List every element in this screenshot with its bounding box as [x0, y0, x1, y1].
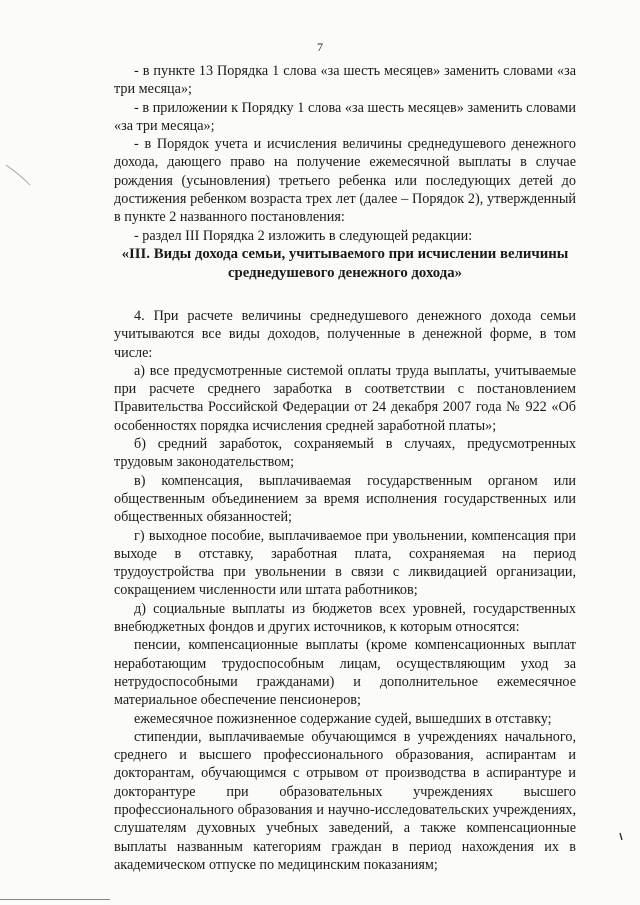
paragraph: ежемесячное пожизненное содержание судей, вышедших в отставку;: [134, 710, 552, 727]
section-heading: «III. Виды дохода семьи, учитываемого при исчислении величины среднедушевого денежного дохода»: [121, 245, 569, 281]
paragraph: д) социальные выплаты из бюджетов всех уровней, государственных внебюджетных фондов и других источников, к которым относятся:: [114, 600, 576, 636]
footer-rule: [0, 899, 110, 900]
paragraph: - в Порядок учета и исчисления величины среднедушевого денежного дохода, дающего право на получение ежемесячной выплаты в случае рождения (усыновления) третьего ребенка или последующих детей до достижения ребенком возраста трех лет (далее – Порядок 2), утвержденный в пункте 2 названного постановления:: [114, 136, 576, 226]
paragraph: 4. При расчете величины среднедушевого денежного дохода семьи учитываются все виды доходов, полученные в денежной форме, в том числе:: [114, 307, 576, 361]
paragraph: стипендии, выплачиваемые обучающимся в учреждениях начального, среднего и высшего профессионального образования, аспирантам и докторантам, обучающимся с отрывом от производства в аспирантуре и докторантуре при образовательных учреждениях высшего профессионального образования и научно-исследовательских учреждениях, слушателям духовных учебных заведений, а также компенсационные выплаты названным категориям граждан в период нахождения их в академическом отпуске по медицинским показаниям;: [114, 728, 576, 873]
paragraph: - раздел III Порядка 2 изложить в следующей редакции:: [134, 227, 473, 244]
paragraph: б) средний заработок, сохраняемый в случаях, предусмотренных трудовым законодательством;: [114, 436, 576, 471]
paragraph: - в приложении к Порядку 1 слова «за шесть месяцев» заменить словами «за три месяца»;: [114, 99, 576, 134]
paragraph: а) все предусмотренные системой оплаты труда выплаты, учитываемые при расчете среднего заработка в соответствии с постановлением Правительства Российской Федерации от 24 декабря 2007 года № 922 «Об особенностях порядка исчисления средней заработной платы»;: [114, 362, 576, 434]
stray-pen-mark: [4, 163, 34, 188]
paragraph: в) компенсация, выплачиваемая государственным органом или общественным объединением за время исполнения государственных или общественных обязанностей;: [114, 472, 576, 526]
stray-dot-mark: [618, 832, 624, 842]
document-body: [114, 62, 576, 874]
paragraph: пенсии, компенсационные выплаты (кроме компенсационных выплат неработающим трудоспособным лицам, осуществляющим уход за нетрудоспособными гражданами) и дополнительное ежемесячное материальное обеспечение пенсионеров;: [114, 637, 576, 709]
paragraph: - в пункте 13 Порядка 1 слова «за шесть месяцев» заменить словами «за три месяца»;: [114, 63, 576, 98]
page-number: 7: [317, 40, 323, 54]
paragraph: г) выходное пособие, выплачиваемое при увольнении, компенсация при выходе в отставку, заработная плата, сохраняемая на период трудоустройства при увольнении в связи с ликвидацией организации, сокращением численности или штата работников;: [114, 527, 576, 599]
